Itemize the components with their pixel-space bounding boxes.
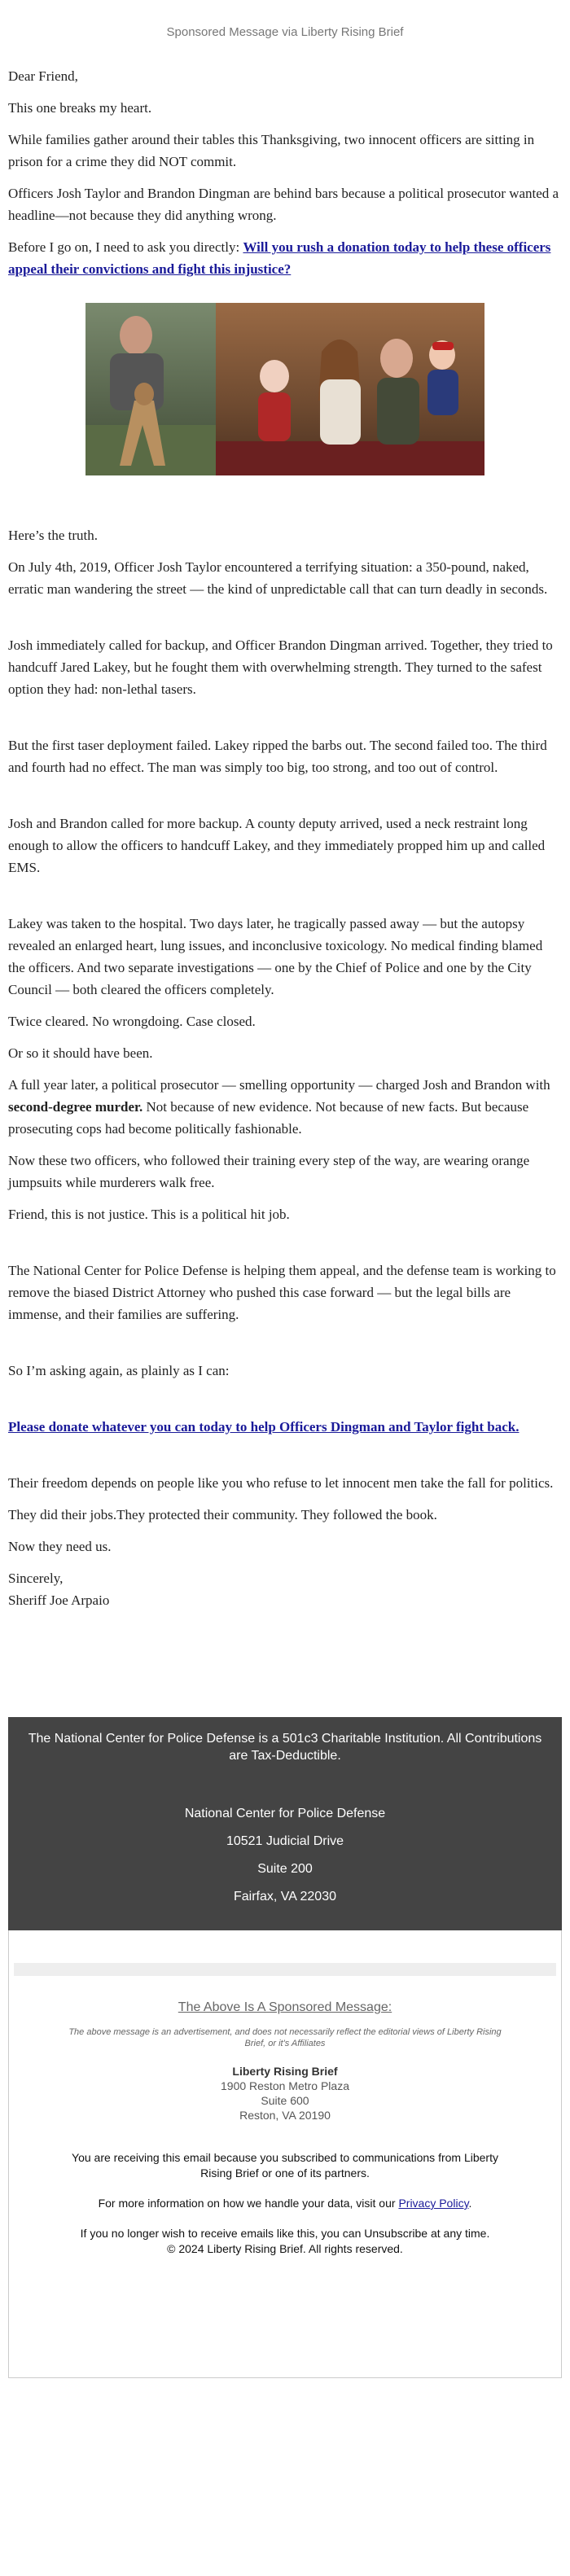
paragraph-lead: Before I go on, I need to ask you directly: [8,239,243,255]
paragraph: They did their jobs.They protected their community. They followed the book. [8,1507,437,1522]
paragraph: Lakey was taken to the hospital. Two days later, he tragically passed away — but the autopsy revealed an enlarged heart, lung issues, and inconclusive toxicology. No medical finding blamed the officers. And two separate investigations — one by the Chief of Police and one by the City Council — both cleared the officers completely. [8,916,543,997]
publisher-address-line: Reston, VA 20190 [239,2109,331,2122]
subscription-notice: You are receiving this email because you subscribed to communications from Liberty Rising Brief or one of its partners. [72,2151,498,2180]
paragraph: Here’s the truth. [8,528,98,543]
photo-container [8,303,562,482]
emphasis-text: second-degree murder. [8,1099,143,1115]
privacy-tail: . [468,2197,472,2210]
sponsored-banner: Sponsored Message via Liberty Rising Brief [166,25,404,39]
closing-text: Sincerely, [8,1571,64,1586]
divider-bar [14,1963,556,1976]
tax-deductible-note: The National Center for Police Defense is a 501c3 Charitable Institution. All Contributions are Tax-Deductible. [28,1732,542,1763]
disclaimer-note: The above message is an advertisement, and does not necessarily reflect the editorial views of Liberty Rising Brief, or it's Affiliates [68,2027,502,2048]
paragraph [8,1074,562,1140]
paragraph [8,236,562,280]
copyright-text: © 2024 Liberty Rising Brief. All rights reserved. [167,2242,403,2255]
unsubscribe-text: If you no longer wish to receive emails like this, you can Unsubscribe at any time. [80,2227,490,2240]
paragraph: This one breaks my heart. [8,100,152,116]
publisher-address-line: Suite 600 [261,2094,309,2107]
officers-family-photo [86,303,484,475]
org-address-line: Suite 200 [257,1862,313,1876]
paragraph: Josh and Brandon called for more backup. A county deputy arrived, used a neck restraint long enough to allow the officers to handcuff Lakey, and they immediately propped him up and called EMS. [8,816,546,875]
paragraph: On July 4th, 2019, Officer Josh Taylor encountered a terrifying situation: a 350-pound, naked, erratic man wandering the street — the kind of unpredictable call that can turn deadly in seconds. [8,559,548,597]
paragraph-part: A full year later, a political prosecutor — smelling opportunity — charged Josh and Brandon with [8,1077,550,1093]
paragraph: Officers Josh Taylor and Brandon Dingman are behind bars because a political prosecutor wanted a headline—not because they did anything wrong. [8,186,559,223]
donate-link-1[interactable]: Will you rush a donation today to help these officers appeal their convictions and fight this injustice? [8,239,551,277]
org-address-line: Fairfax, VA 22030 [234,1890,336,1904]
signature: Sheriff Joe Arpaio [8,1592,110,1608]
sponsor-footer [8,1930,562,2378]
paragraph: Twice cleared. No wrongdoing. Case closed. [8,1014,256,1029]
paragraph [8,1416,562,1438]
paragraph: The National Center for Police Defense is helping them appeal, and the defense team is working to remove the biased District Attorney who pushed this case forward — but the legal bills are immense, and their families are suffering. [8,1263,556,1322]
paragraph: Their freedom depends on people like you who refuse to let innocent men take the fall for politics. [8,1475,554,1491]
paragraph: Josh immediately called for backup, and Officer Brandon Dingman arrived. Together, they tried to handcuff Jared Lakey, but he fought them with overwhelming strength. They turned to the safest option they had: non-lethal tasers. [8,637,553,697]
paragraph: Now they need us. [8,1539,112,1554]
unsubscribe-notice [9,2226,561,2257]
privacy-policy-link[interactable]: Privacy Policy [398,2197,469,2210]
paragraph-part: Not because of new evidence. Not because of new facts. But because prosecuting cops had become politically fashionable. [8,1099,529,1137]
publisher-address-line: 1900 Reston Metro Plaza [221,2079,349,2092]
privacy-lead: For more information on how we handle your data, visit our [98,2197,399,2210]
closing [8,1567,562,1611]
paragraph: Or so it should have been. [8,1045,153,1061]
publisher-name: Liberty Rising Brief [232,2065,338,2078]
paragraph: Friend, this is not justice. This is a political hit job. [8,1207,290,1222]
org-name: National Center for Police Defense [184,1807,386,1820]
org-footer [8,1717,562,1930]
paragraph: So I’m asking again, as plainly as I can: [8,1363,230,1378]
paragraph: While families gather around their tables this Thanksgiving, two innocent officers are sitting in prison for a crime they did NOT commit. [8,132,535,169]
paragraph: Now these two officers, who followed their training every step of the way, are wearing orange jumpsuits while murderers walk free. [8,1153,530,1190]
greeting: Dear Friend, [8,68,78,84]
privacy-notice [9,2196,561,2211]
sponsored-title: The Above Is A Sponsored Message: [178,2000,392,2014]
paragraph: But the first taser deployment failed. Lakey ripped the barbs out. The second failed too. The third and fourth had no effect. The man was simply too big, too strong, and too out of control. [8,738,547,775]
letter-body [0,65,570,1611]
donate-link-2[interactable]: Please donate whatever you can today to help Officers Dingman and Taylor fight back. [8,1419,520,1435]
org-address-line: 10521 Judicial Drive [226,1834,344,1848]
